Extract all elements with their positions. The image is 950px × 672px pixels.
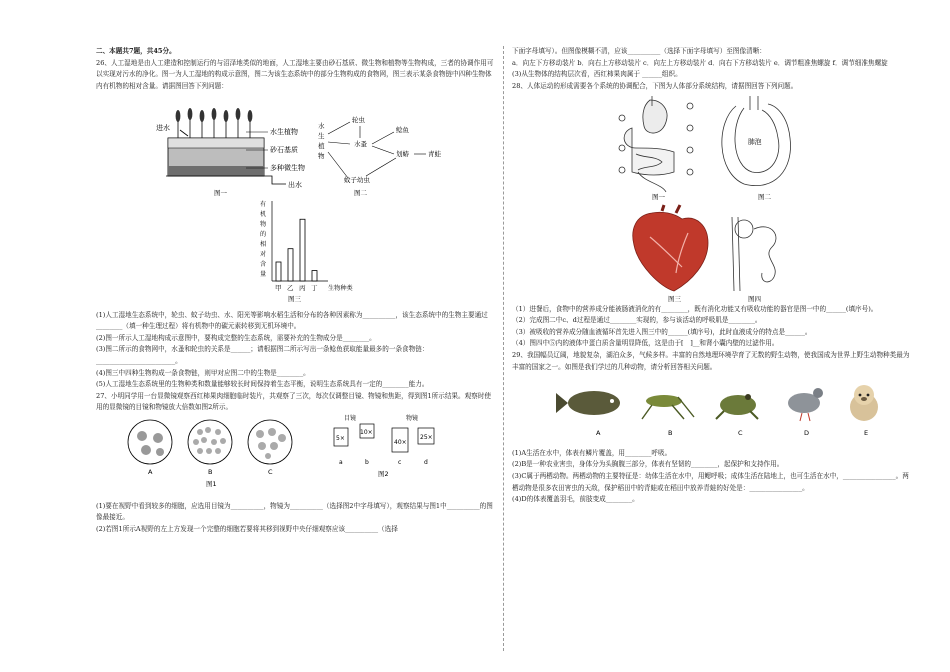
heart-diagram xyxy=(633,205,708,291)
lens-mag-b: 10× xyxy=(360,428,373,436)
chart-ylabel xyxy=(260,200,266,278)
fig1-outlet-label: 出水 xyxy=(288,181,302,190)
right-column xyxy=(512,46,912,506)
fig1-q27-caption: 图1 xyxy=(206,479,217,488)
lens-letter-c: c xyxy=(398,458,402,466)
q28-1: （1）进餐后，食物中的营养成分能被肠液消化的有________，既有消化功能又有吸收功能的器官是图一中的______(填序号)。 xyxy=(512,304,878,313)
chart-ylabel-char: 量 xyxy=(260,270,267,278)
animal-label-c: C xyxy=(738,429,743,438)
puppy-image xyxy=(850,385,878,421)
q28-intro: 28、人体运动的形成需要各个系统的协调配合，下图为人体部分系统结构，请据图回答下列问题。 xyxy=(512,81,798,90)
plant-leaves xyxy=(176,108,253,122)
q28-fig3-caption: 图三 xyxy=(668,294,681,303)
q27-cont-2: a．向左下方移动装片 b．向右上方移动装片 c．向左上方移动装片 d．向右下方移动装片 e．调节粗准焦螺旋 f．调节细准焦螺旋 xyxy=(512,58,888,67)
fw-plant-1: 水 xyxy=(318,122,325,131)
view-a xyxy=(128,420,172,464)
q26-figure-3-chart xyxy=(96,197,496,305)
lens-mag-d: 25× xyxy=(420,433,433,441)
chart-ylabel-char: 的 xyxy=(260,230,267,238)
q28-fig2-caption: 图二 xyxy=(758,193,771,202)
fish-image xyxy=(556,391,620,415)
fw-arrows xyxy=(328,122,426,178)
view-label-b: B xyxy=(208,467,213,476)
inlet-arrow xyxy=(180,130,188,136)
chart-ylabel-char: 有 xyxy=(260,200,267,208)
fig2-q27-caption: 图2 xyxy=(378,469,389,478)
q27-figures xyxy=(96,414,496,496)
chart-tick-label: 甲 xyxy=(275,283,282,292)
q29-intro: 29、我国幅员辽阔，地貌复杂，湖泊众多，气候多样。丰富的自然地理环境孕育了无数的野生动物，使我国成为世界上野生动物种类最为丰富的国家之一。如图是我们学过的几种动物，请分析回答相关问题。 xyxy=(512,350,910,371)
chart-ylabel-char: 对 xyxy=(260,250,267,258)
eyepiece-label: 目镜 xyxy=(344,414,357,422)
fig3-caption: 图三 xyxy=(288,294,301,303)
fig1-gravel-label: 砂石基质 xyxy=(270,146,298,155)
chart-bar-乙 xyxy=(288,249,293,281)
q28-fig4-caption: 图四 xyxy=(748,294,761,303)
q26-2: (2)图一所示人工湿地构成示意图中，要构成完整的生态系统，需要补充的生物成分是________。 xyxy=(96,333,376,342)
q29-animals xyxy=(512,373,912,443)
digestive-system-diagram xyxy=(619,96,693,192)
q28-figures-3-4 xyxy=(512,207,912,303)
q26-3: (3)图二所示的食物网中，水蚤和轮虫的关系是______；请根据图二所示写出一条鲶鱼获取能量最多的一条食物链：________________________。 xyxy=(96,345,429,365)
food-web-diagram xyxy=(318,115,442,197)
soil-layer xyxy=(168,138,264,148)
lens-letter-b: b xyxy=(365,458,369,466)
animal-label-b: B xyxy=(668,429,673,438)
q28-fig1-caption: 图一 xyxy=(652,193,665,202)
left-column xyxy=(96,46,496,535)
chart-tick-label: 乙 xyxy=(287,283,294,292)
view-label-c: C xyxy=(268,467,273,476)
chart-ylabel-char: 机 xyxy=(260,210,267,218)
fw-frog: 青蛙 xyxy=(428,150,441,159)
frog-image xyxy=(716,394,758,419)
q26-5: (5)人工湿地生态系统里的生物种类和数量能够较长时间保持着生态平衡，说明生态系统具有一定的________能力。 xyxy=(96,380,429,389)
lens-letter-d: d xyxy=(424,458,428,466)
q26-4: (4)图三中四种生物构成一条食物链，则甲对应图二中的生物是________。 xyxy=(96,368,310,377)
q29-2: (2)B是一种农业害虫，身体分为头胸腹三部分，体表有坚韧的________，起保护和支持作用。 xyxy=(512,460,784,469)
q27-cont-3: (3)从生物体的结构层次看，西红柿果肉属于 ______组织。 xyxy=(512,70,682,79)
objective-label: 物镜 xyxy=(406,414,419,422)
q28-2: （2）完成图二中c、d过程是通过________实现的，参与该活动的呼吸肌是________。 xyxy=(512,316,762,325)
animal-label-a: A xyxy=(596,429,601,438)
q26-1: (1)人工湿地生态系统中，轮虫、蚊子幼虫、水、阳光等影响水稻生活和分布的各种因素称为__________，该生态系统中的生物主要通过________（填一种生理过程）将有机物中的碳元素转移到无机环境中。 xyxy=(96,310,488,331)
microscope-views xyxy=(128,420,292,488)
column-divider xyxy=(503,46,504,651)
q29-4: (4)D的体表覆盖羽毛，前肢变成________。 xyxy=(512,495,639,504)
fig1-caption: 图一 xyxy=(214,189,227,198)
q29-3: (3)C属于两栖动物。两栖动物的主要特征是：幼体生活在水中，用鳃呼吸；成体生活在陆地上，也可生活在水中，________________。两栖动物是很多农田害虫的天敌，保护稻田中的青蛙或在稻田中放养青蛙的好处是：________________。 xyxy=(512,471,909,492)
animal-label-e: E xyxy=(864,429,869,438)
lens-mag-a: 5× xyxy=(336,434,345,442)
fig1-inlet-label: 进水 xyxy=(156,124,170,133)
fw-plant-2: 生 xyxy=(318,132,325,141)
fig2-caption: 图二 xyxy=(354,189,367,198)
q28-figures-1-2 xyxy=(512,92,912,202)
q27-2: (2)若图1所示A视野的左上方发现一个完整的细胞若要将其移到视野中央仔细观察应该__________（选择 xyxy=(96,524,398,533)
alveolus-label: 肺泡 xyxy=(748,138,762,147)
pigeon-image xyxy=(788,388,823,421)
q27-intro: 27、小明同学用一台显微镜观察西红柿果肉细胞临时装片，共观察了三次，每次仅调整目镜、物镜和焦距，得到图1所示结果。观察时使用的显微镜的目镜和物镜放大倍数如图2所示。 xyxy=(96,391,492,412)
chart-bar-丙 xyxy=(300,219,305,281)
fw-dragonfly: 划蝽 xyxy=(396,150,409,159)
chart-ylabel-char: 相 xyxy=(260,240,267,248)
q29-1: (1)A生活在水中，体表有鳞片覆盖，用________呼吸。 xyxy=(512,448,672,457)
chart-xlabel: 生物种类 xyxy=(328,284,353,292)
q27-cont-1: 下面字母填写）。但图像模糊不清，应该__________（选择下面字母填写）至图像清晰： xyxy=(512,47,766,55)
fw-flea: 水蚤 xyxy=(354,140,367,149)
outlet-pipe xyxy=(166,176,286,184)
fw-rotifer: 轮虫 xyxy=(352,116,365,125)
lens-mag-c: 40× xyxy=(394,438,407,446)
nephron-diagram xyxy=(732,217,776,291)
fig1-plants-label: 水生植物 xyxy=(270,128,298,137)
q27-1: (1)要在视野中看到较多的细胞，应选用目镜为__________，物镜为__________（选择图2中字母填写），观察结果与图1中__________的图像最接近。 xyxy=(96,501,493,522)
animal-label-d: D xyxy=(804,429,810,438)
microbe-layer xyxy=(168,166,264,176)
chart-ylabel-char: 物 xyxy=(260,220,267,228)
wetland-diagram xyxy=(156,108,305,197)
grasshopper-image xyxy=(642,395,694,419)
fw-plant-4: 物 xyxy=(318,152,325,161)
fig1-microbes-label: 多种微生物 xyxy=(270,164,305,173)
chart-ylabel-char: 含 xyxy=(260,260,267,268)
fw-mosquito: 蚊子幼虫 xyxy=(344,176,370,185)
fw-plant-3: 植 xyxy=(318,142,325,151)
q28-3: （3）被吸收的营养成分随血液循环首先进入图三中的______(填序号)，此时血液成分的特点是______。 xyxy=(512,327,812,336)
view-label-a: A xyxy=(148,467,153,476)
q26-figures-1-2 xyxy=(96,92,496,198)
chart-bar-甲 xyxy=(276,262,281,281)
chart-tick-label: 丙 xyxy=(299,283,306,292)
chart-bar-丁 xyxy=(312,271,317,281)
section-header: 二、本题共7题，共45分。 xyxy=(96,47,176,55)
lens-letter-a: a xyxy=(339,458,343,466)
fw-silverfish: 鲶鱼 xyxy=(396,126,409,135)
q28-4: （4）图四中⑤内的液体中蛋白质含量明显降低，这是由于[ ]__和肾小囊内壁的过滤作用。 xyxy=(512,339,779,348)
lens-diagram xyxy=(334,414,434,478)
q26-intro: 26、人工湿地是由人工建造和控制运行的与沼泽地类似的地面，人工湿地主要由砂石基质、微生物和植物等生物构成，三者的协调作用可以实现对污水的净化。图一为人工湿地的构成示意图，图二为该生态系统中的部分生物构成的食物网，图三表示某条食物链中四种生物体内有机物的相对含量。请据图回答下列问题： xyxy=(96,58,494,90)
chart-tick-label: 丁 xyxy=(311,283,318,292)
